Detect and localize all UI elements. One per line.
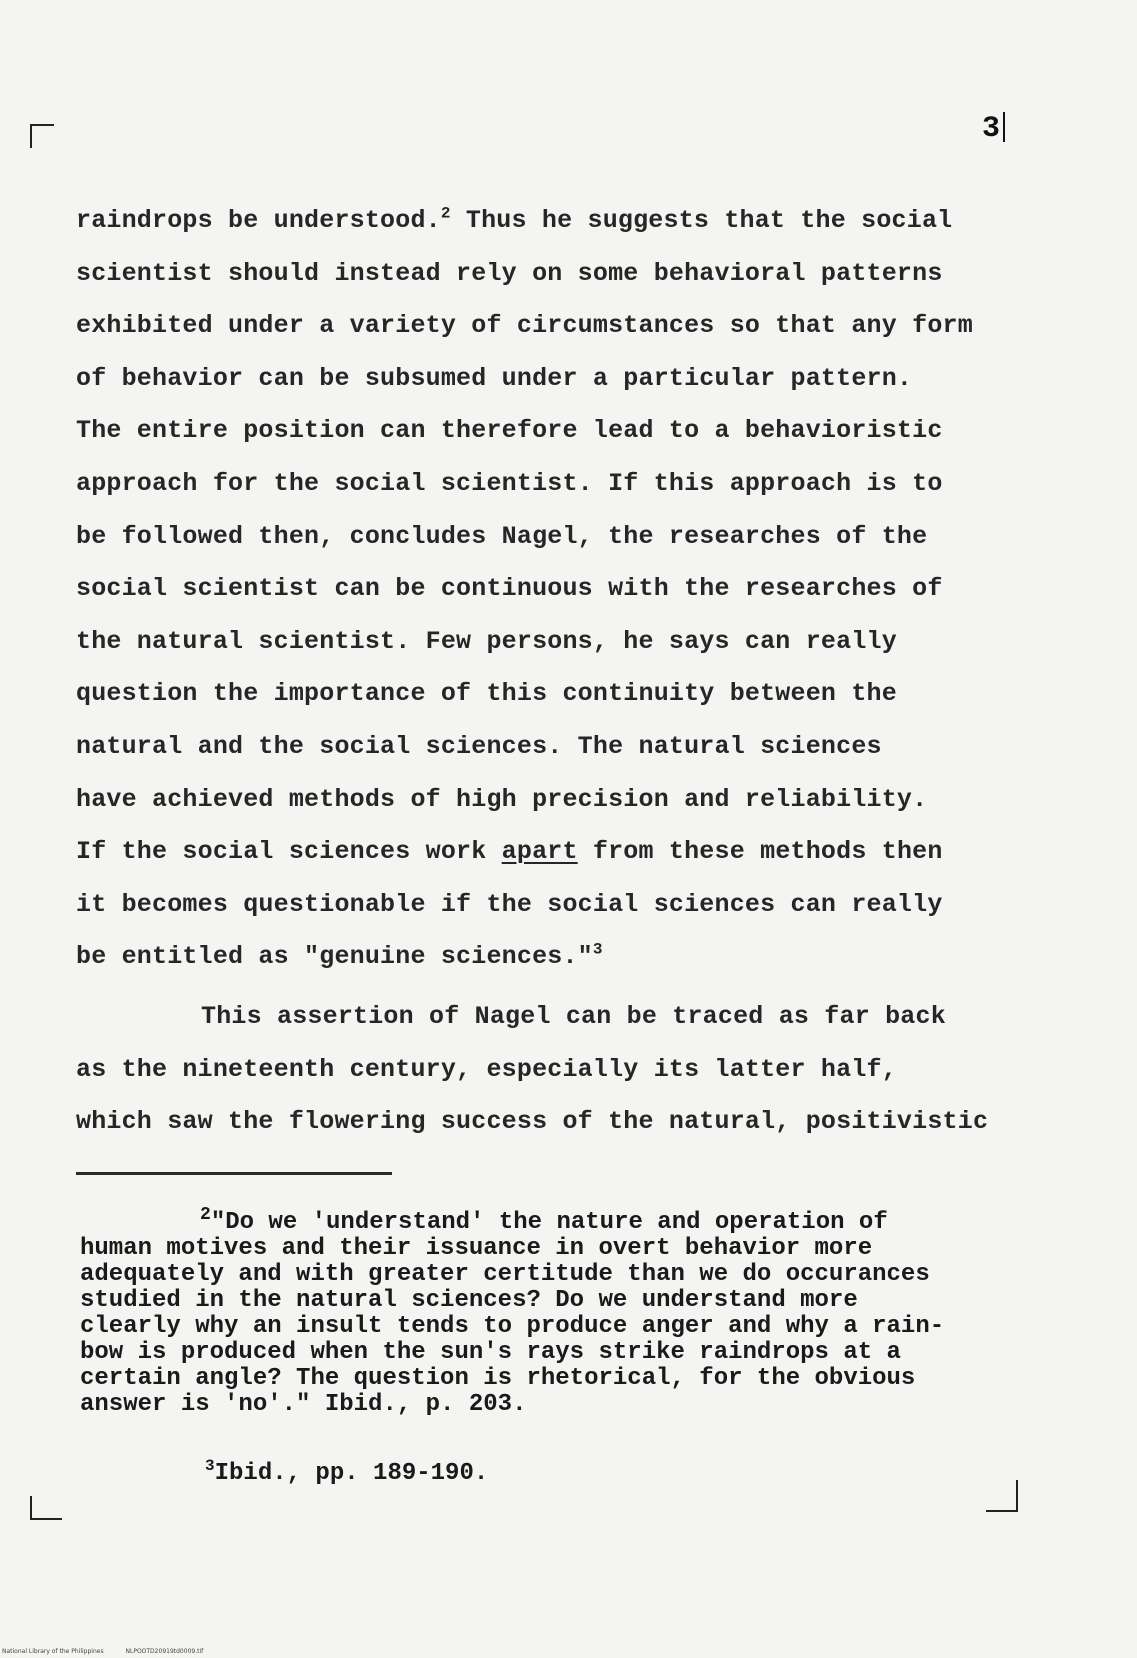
- footnote-rule: [76, 1172, 392, 1175]
- footnote-ref: 2: [440, 204, 451, 223]
- body-line: as the nineteenth century, especially its latter half,: [76, 1054, 897, 1084]
- footnote-line: human motives and their issuance in overt behavior more: [80, 1235, 873, 1262]
- footnote-ref: 3: [592, 940, 603, 959]
- body-line: approach for the social scientist. If this approach is to: [76, 468, 943, 498]
- crop-mark-bottom-left: [30, 1496, 62, 1520]
- body-line: have achieved methods of high precision and reliability.: [76, 784, 928, 814]
- crop-mark-bottom-right: [986, 1480, 1018, 1512]
- scan-footer: [2, 1648, 203, 1655]
- body-line: exhibited under a variety of circumstances so that any form: [76, 311, 973, 341]
- body-line: which saw the flowering success of the natural, positivistic: [76, 1107, 989, 1137]
- body-line: of behavior can be subsumed under a particular pattern.: [76, 363, 913, 393]
- page-number-text: 3: [982, 112, 1001, 146]
- footnote-line: studied in the natural sciences? Do we understand more: [80, 1287, 858, 1314]
- body-line: raindrops be understood.$^2$ Thus he suggests that the social: [76, 204, 953, 235]
- footnote-line: $^2$"Do we 'understand' the nature and operation of: [200, 1205, 888, 1236]
- footnote-line: adequately and with greater certitude than we do occurances: [80, 1261, 930, 1288]
- underlined-word: apart: [501, 837, 578, 867]
- body-line: the natural scientist. Few persons, he says can really: [76, 626, 897, 656]
- footnote-2: [80, 1205, 1100, 1418]
- footnote-line: certain angle? The question is rhetorical, for the obvious: [80, 1365, 916, 1392]
- body-line: If the social sciences work apart from these methods then: [76, 837, 943, 867]
- footnote-line: bow is produced when the sun's rays strike raindrops at a: [80, 1339, 901, 1366]
- body-line: question the importance of this continuity between the: [76, 679, 897, 709]
- footer-filename: NLPOOTD20919td0009.tif: [125, 1648, 204, 1655]
- page-number: [982, 112, 1005, 146]
- footnote-marker: 3: [205, 1457, 215, 1475]
- body-line: it becomes questionable if the social sciences can really: [76, 889, 943, 919]
- footnote-marker: 2: [200, 1205, 211, 1225]
- footnote-line: answer is 'no'." Ibid., p. 203.: [80, 1391, 527, 1418]
- body-line: social scientist can be continuous with the researches of: [76, 574, 943, 604]
- footer-library: National Library of the Philippines: [2, 1648, 104, 1655]
- body-line: natural and the social sciences. The natural sciences: [76, 731, 882, 761]
- body-line: be followed then, concludes Nagel, the researches of the: [76, 521, 928, 551]
- body-line: This assertion of Nagel can be traced as far back: [201, 1001, 946, 1031]
- body-line: be entitled as "genuine sciences."$^3$: [76, 940, 603, 972]
- body-line: The entire position can therefore lead to a behavioristic: [76, 416, 943, 446]
- footnote-line: clearly why an insult tends to produce anger and why a rain-: [80, 1313, 945, 1340]
- footnote-3: $^3$Ibid., pp. 189-190.: [205, 1457, 489, 1487]
- body-line: scientist should instead rely on some behavioral patterns: [76, 258, 943, 288]
- crop-mark-top-left: [30, 124, 54, 148]
- body-text: [76, 195, 1076, 1149]
